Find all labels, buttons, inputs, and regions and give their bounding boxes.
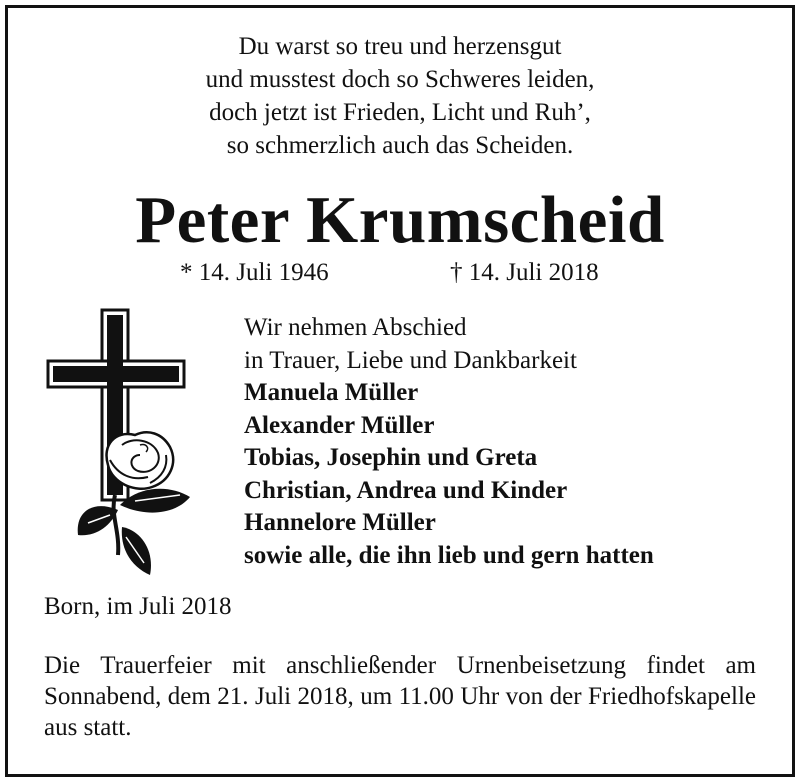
mourner-name: Hannelore Müller <box>244 509 436 536</box>
poem-line: doch jetzt ist Frieden, Licht und Ruh’, <box>209 99 591 126</box>
mourner-name: Tobias, Josephin und Greta <box>244 444 538 471</box>
deceased-name: Peter Krumscheid <box>135 183 665 257</box>
mourner-name: Manuela Müller <box>244 379 419 406</box>
place-and-date: Born, im Juli 2018 <box>44 593 232 620</box>
poem-line: Du warst so treu und herzensgut <box>238 33 562 60</box>
poem <box>0 30 800 162</box>
farewell-line: Wir nehmen Abschied <box>244 314 467 341</box>
funeral-notice: Die Trauerfeier mit anschließender Urnenbeisetzung findet am Sonnabend, dem 21. Juli 2018, um 11.00 Uhr von der Friedhofskapelle aus statt. <box>44 652 756 741</box>
mourners-block <box>244 312 654 572</box>
mourner-name: Christian, Andrea und Kinder <box>244 476 568 504</box>
mourner-name: Alexander Müller <box>244 411 435 439</box>
death-date: † 14. Juli 2018 <box>450 259 599 286</box>
rose-icon <box>78 432 190 575</box>
cross-and-rose-illustration <box>40 305 210 585</box>
birth-date: * 14. Juli 1946 <box>180 259 329 286</box>
poem-line: so schmerzlich auch das Scheiden. <box>226 132 574 159</box>
mourner-name: sowie alle, die ihn lieb und gern hatten <box>244 541 654 569</box>
farewell-line: in Trauer, Liebe und Dankbarkeit <box>244 346 577 374</box>
poem-line: und musstest doch so Schweres leiden, <box>205 66 595 93</box>
